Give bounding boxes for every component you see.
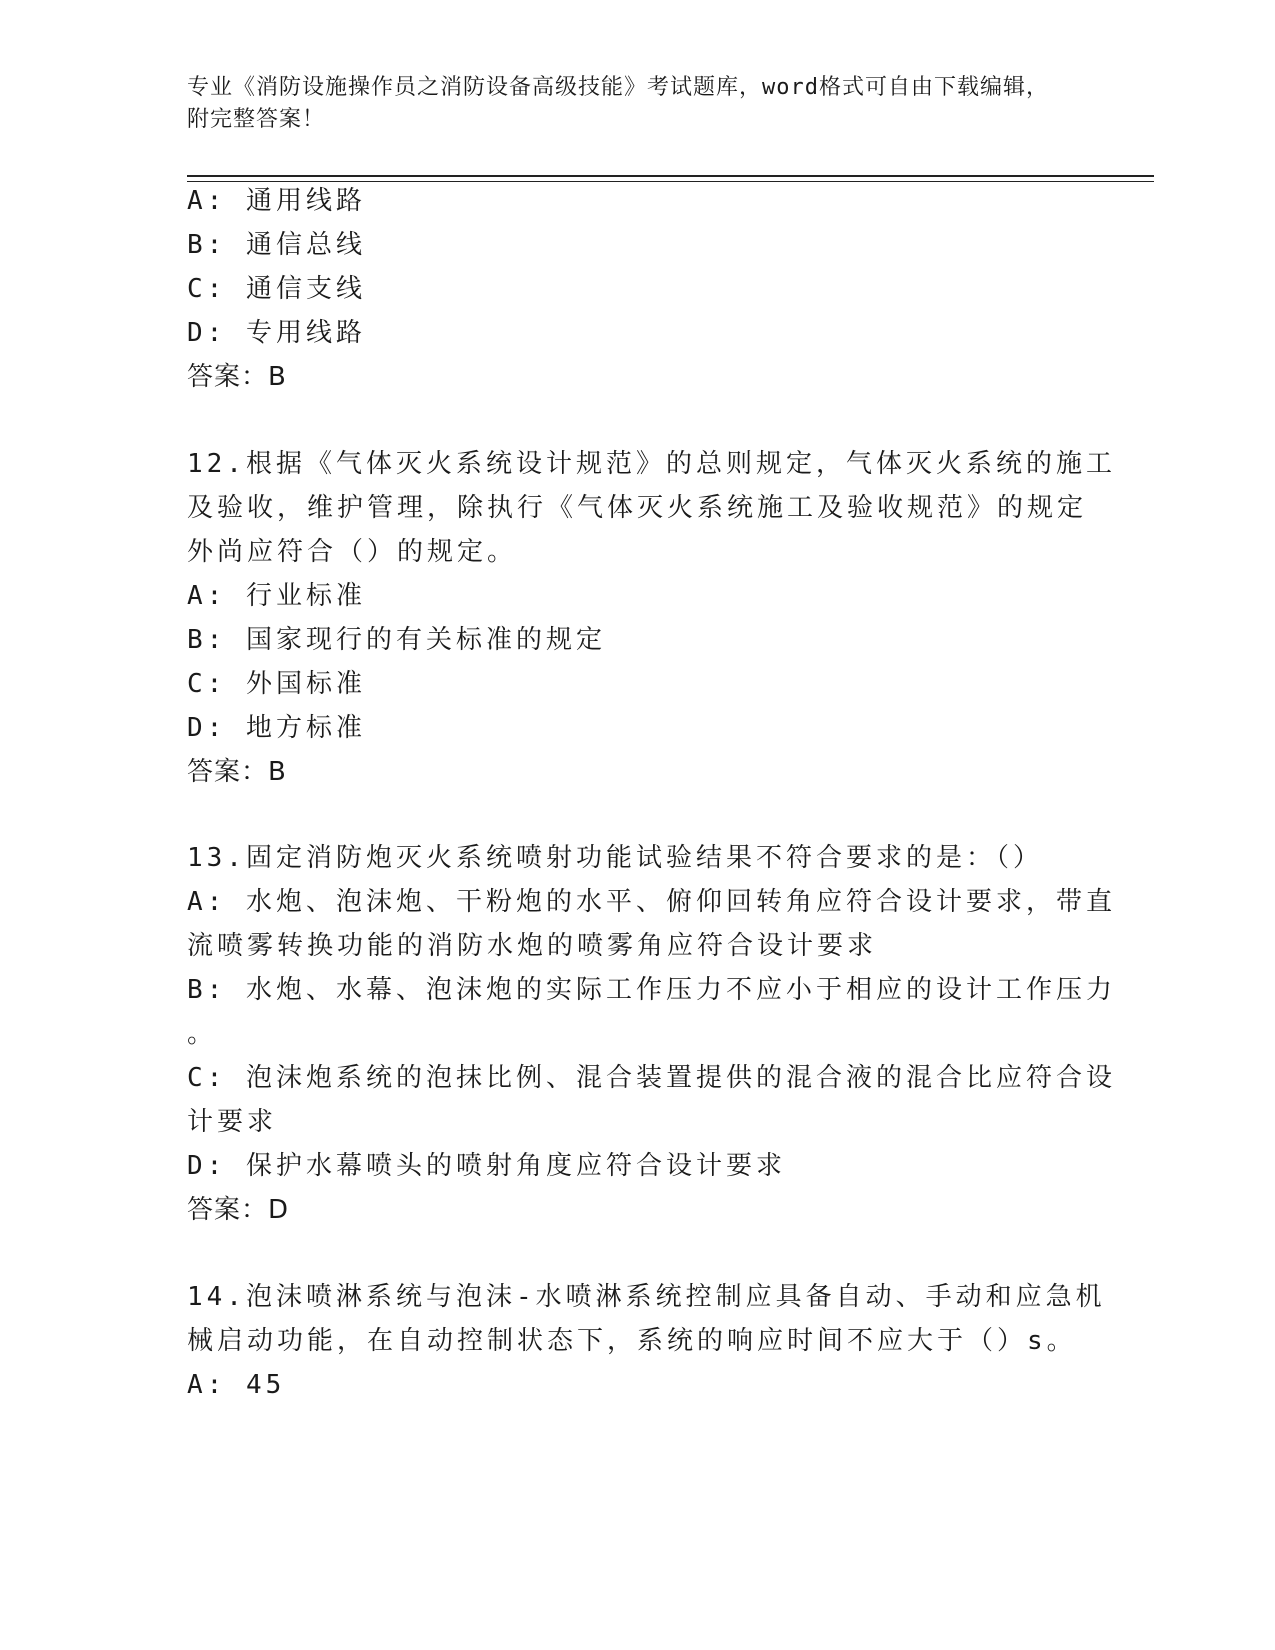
- q11-option-a: A: 通用线路: [187, 186, 366, 216]
- q14-stem-line-2: 械启动功能，在自动控制状态下，系统的响应时间不应大于（）s。: [187, 1326, 1077, 1356]
- q13-option-b-line-1: B: 水炮、水幕、泡沫炮的实际工作压力不应小于相应的设计工作压力: [187, 975, 1116, 1005]
- q13-option-c-line-2: 计要求: [187, 1107, 278, 1137]
- q13-option-b-line-2: 。: [187, 1019, 218, 1049]
- q13-option-d: D: 保护水幕喷头的喷射角度应符合设计要求: [187, 1151, 786, 1181]
- q11-option-d: D: 专用线路: [187, 318, 366, 348]
- q13-option-a-line-2: 流喷雾转换功能的消防水炮的喷雾角应符合设计要求: [187, 931, 878, 961]
- q12-option-c: C: 外国标准: [187, 669, 366, 699]
- q11-answer: 答案：B: [187, 362, 287, 392]
- q12-stem-line-2: 及验收，维护管理，除执行《气体灭火系统施工及验收规范》的规定: [187, 493, 1088, 523]
- q12-stem-line-3: 外尚应符合（）的规定。: [187, 537, 518, 567]
- q13-option-a-line-1: A: 水炮、泡沫炮、干粉炮的水平、俯仰回转角应符合设计要求，带直: [187, 887, 1116, 917]
- q13-stem-line-1: 13.固定消防炮灭火系统喷射功能试验结果不符合要求的是：（）: [187, 843, 1043, 873]
- q11-option-b: B: 通信总线: [187, 230, 366, 260]
- q11-option-c: C: 通信支线: [187, 274, 366, 304]
- header-divider-thick: [187, 175, 1154, 177]
- q12-stem-line-1: 12.根据《气体灭火系统设计规范》的总则规定，气体灭火系统的施工: [187, 449, 1116, 479]
- q12-option-b: B: 国家现行的有关标准的规定: [187, 625, 606, 655]
- q13-option-c-line-1: C: 泡沫炮系统的泡抹比例、混合装置提供的混合液的混合比应符合设: [187, 1063, 1116, 1093]
- q12-answer: 答案：B: [187, 757, 287, 787]
- q12-option-d: D: 地方标准: [187, 713, 366, 743]
- document-header: 专业《消防设施操作员之消防设备高级技能》考试题库，word格式可自由下载编辑，附完整答案！: [187, 75, 1049, 132]
- q13-answer: 答案：D: [187, 1195, 290, 1225]
- q12-option-a: A: 行业标准: [187, 581, 366, 611]
- q14-stem-line-1: 14.泡沫喷淋系统与泡沫-水喷淋系统控制应具备自动、手动和应急机: [187, 1282, 1106, 1312]
- q14-option-a: A: 45: [187, 1370, 286, 1400]
